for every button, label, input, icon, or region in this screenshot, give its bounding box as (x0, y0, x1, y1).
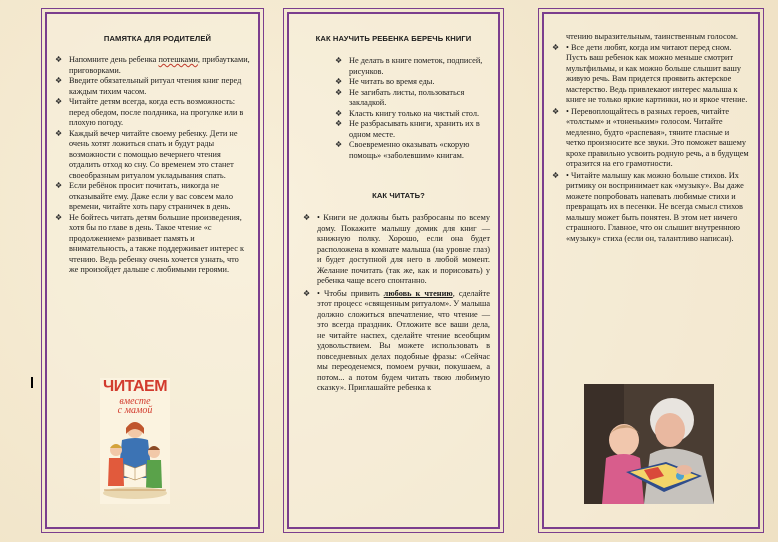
diamond-bullet-icon: ❖ (335, 119, 343, 128)
cover-title: ЧИТАЕМ (102, 378, 168, 395)
list-item: ❖ • Читайте малышу как можно больше стихов. Их ритмику он воспринимает как «музыку». Вы даже можете попробовать напевать любимые стихи и превращать их в песенки. Не всегда смысл стихов малышу может быть понятен. В этом нет ничего страшного. Главное, что он слышит внутреннюю «музыку» стиха (если он, талантливо написан). (552, 170, 744, 243)
continued-text: чтению выразительным, таинственным голосом. (566, 32, 738, 41)
list-item: ❖ Напомните день ребенка потешками, прибаутками, приговорками. (55, 55, 250, 75)
emphasis-love-reading: любовь к чтению (383, 288, 453, 298)
diamond-bullet-icon: ❖ (303, 213, 311, 222)
diamond-bullet-icon: ❖ (552, 170, 560, 180)
how-to-read-list (289, 213, 498, 394)
list-item: ❖ Читайте детям всегда, когда есть возможность: перед обедом, после полдника, на прогулке или в плохую погоду. (55, 97, 244, 127)
diamond-bullet-icon: ❖ (335, 140, 343, 149)
diamond-bullet-icon: ❖ (552, 106, 560, 116)
list-item: ❖ • Чтобы привить любовь к чтению, сделайте этот процесс «священным ритуалом». У малыша должно сложиться впечатление, что чтение — это всегда праздник. Отложите все ваши дела, не читайте наспех, сделайте чтение всеобщим удовольствием. Вы можете использовать в повседневных делах подобные фразы: «Сейчас мы переоденемся, помоем ручки, покушаем, а потом... а потом будем читать твою любимую сказку». Приглашайте ребенка к (303, 288, 490, 392)
diamond-bullet-icon: ❖ (55, 128, 63, 138)
diamond-bullet-icon: ❖ (55, 212, 63, 222)
diamond-bullet-icon: ❖ (303, 288, 311, 298)
list-item: ❖ Класть книгу только на чистый стол. (335, 108, 480, 118)
panel2-heading-how-to-read: КАК ЧИТАТЬ? (372, 191, 425, 200)
diamond-bullet-icon: ❖ (335, 87, 343, 97)
reading-tips-list (544, 43, 758, 245)
diamond-bullet-icon: ❖ (55, 181, 63, 190)
diamond-bullet-icon: ❖ (335, 56, 343, 65)
list-item: ❖ • Книги не должны быть разбросаны по всему дому. Покажите малышу домик для книг — книжную полку. Хорошо, если она будет расположена в комнате малыша (на уровне глаз) и будет доступной для него в любой момент. Желание почитать (так же, как и порисовать) у ребенка чаще всего спонтанно. (303, 213, 490, 285)
panel1-heading: ПАМЯТКА ДЛЯ РОДИТЕЛЕЙ (103, 34, 212, 43)
list-item: ❖ Не загибать листы, пользоваться закладкой. (335, 87, 465, 107)
list-item: ❖ Введите обязательный ритуал чтения книг перед каждым тихим часом. (55, 76, 242, 96)
book-care-rules-list (289, 56, 498, 161)
list-item: ❖ Не делать в книге пометок, подписей, рисунков. (335, 56, 483, 76)
spellcheck-word: потешками (158, 55, 198, 64)
diamond-bullet-icon: ❖ (552, 42, 560, 52)
cover-subtitle: вместе с мамой (117, 396, 153, 416)
list-item: ❖ • Перевоплощайтесь в разных героев, читайте «толстым» и «тоненьким» голосом. Читайте медленно, будто «распевая», тяните гласные и четко произносите все звуки. Это поможет вашему крохе правильно усвоить родную речь, а в будущем отразится на его грамотности. (552, 106, 749, 168)
list-item: ❖ Не разбрасывать книги, хранить их в одном месте. (335, 119, 480, 139)
text-cursor (31, 377, 33, 388)
parents-memo-list (47, 55, 258, 276)
panel2-heading: КАК НАУЧИТЬ РЕБЕНКА БЕРЕЧЬ КНИГИ (315, 34, 472, 43)
diamond-bullet-icon: ❖ (335, 77, 343, 86)
diamond-bullet-icon: ❖ (335, 108, 343, 118)
list-item: ❖ Каждый вечер читайте своему ребенку. Дети не очень хотят ложиться спать и будут рады возможности с помощью вечернего чтения отдалить отход ко сну. Со временем это станет своеобразным ритуалом укладывания спать. (55, 128, 238, 180)
grandmother-child-book-icon (584, 384, 714, 504)
panel-book-care (287, 12, 500, 529)
diamond-bullet-icon: ❖ (55, 55, 63, 64)
list-item: ❖ Если ребёнок просит почитать, никогда не отказывайте ему. Даже если у вас совсем мало времени, читайте хоть пару страничек в день. (55, 181, 233, 211)
list-item: ❖ Не читать во время еды. (335, 77, 435, 86)
book-cover-illustration (100, 378, 170, 504)
grandmother-reading-photo (584, 384, 714, 504)
diamond-bullet-icon: ❖ (55, 97, 63, 106)
diamond-bullet-icon: ❖ (55, 76, 63, 85)
list-item: ❖ Своевременно оказывать «скорую помощь» «заболевшим» книгам. (335, 140, 470, 160)
list-item: ❖ Не бойтесь читать детям большие произведения, хотя бы по главе в день. Такое чтение «с продолжением» развивает память и внимательность, а также поддерживает интерес к чтению. Ведь ребенку очень хочется узнать, что же произойдет дальше с любимыми героями. (55, 212, 244, 274)
list-item: ❖ • Все дети любят, когда им читают перед сном. Пусть ваш ребенок как можно меньше смотрит мультфильмы, и как можно больше слышит вашу живую речь. Вам придется проявить актерское мастерство. Ведь привлекают интерес малыша к книге не только яркие картинки, но и яркое чтение. (552, 42, 748, 104)
mother-children-reading-icon (100, 378, 170, 504)
